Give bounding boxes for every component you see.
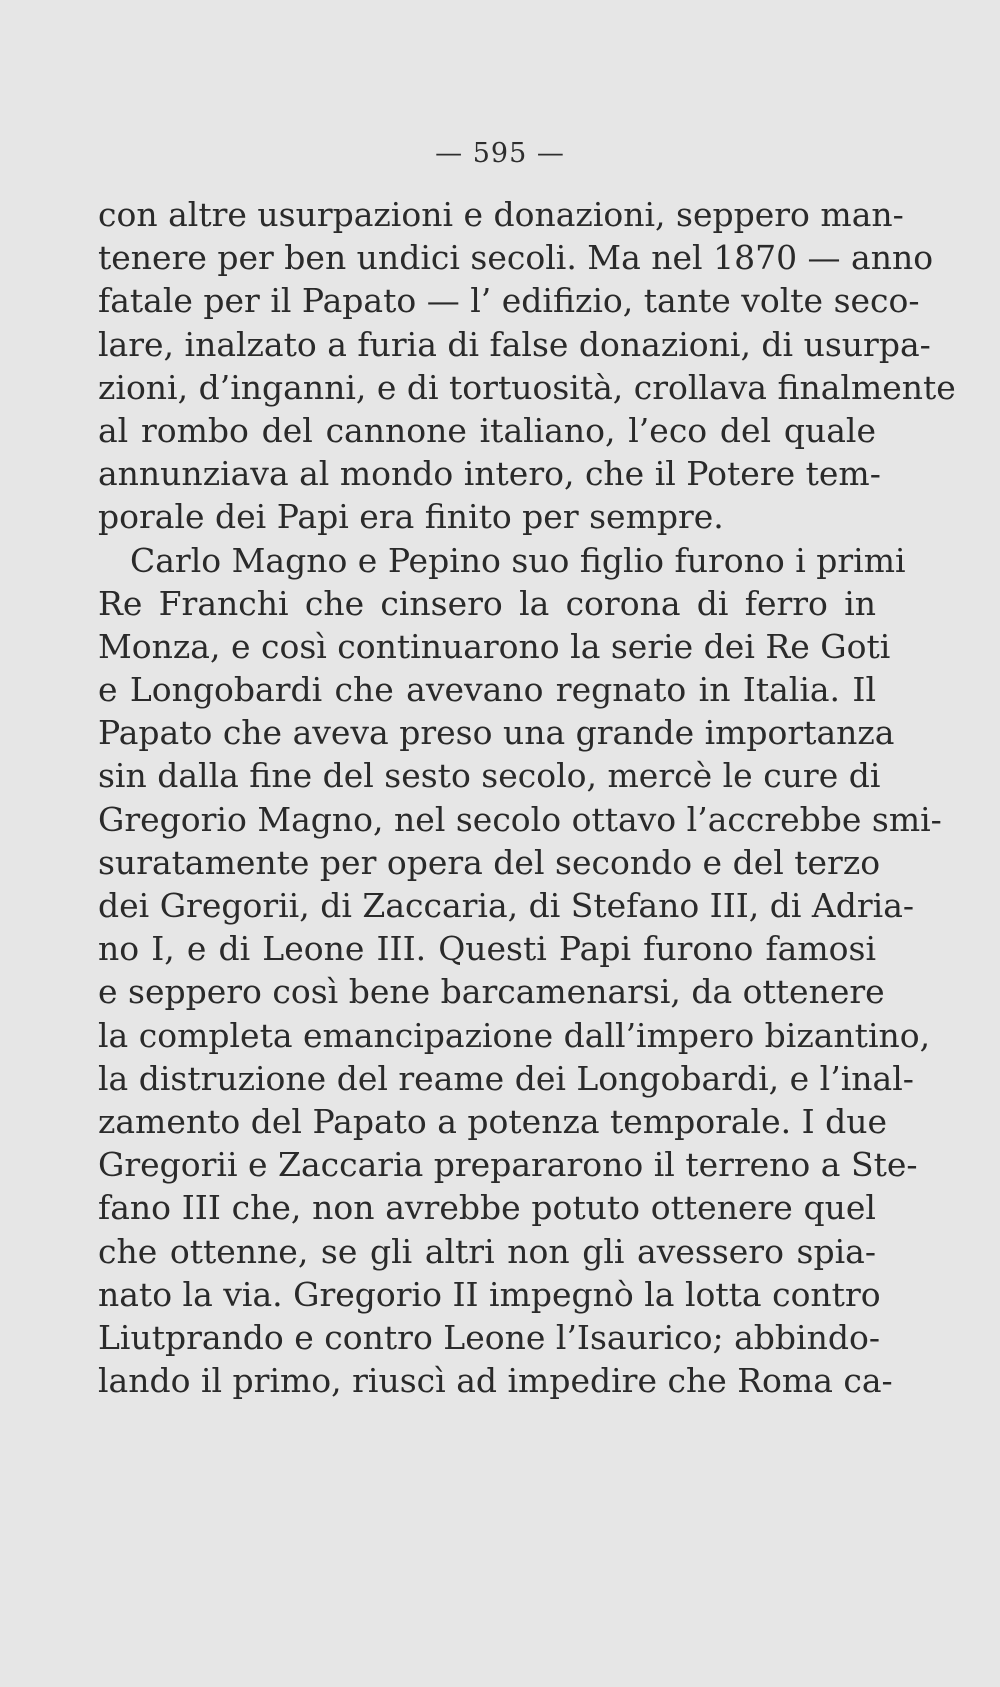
text-line: zioni, d’inganni, e di tortuosità, crollava finalmente [98, 367, 956, 407]
text-line: dei Gregorii, di Zaccaria, di Stefano III, di Adria- [98, 886, 915, 925]
text-line: sin dalla fine del sesto secolo, mercè le cure di [98, 756, 881, 796]
text-line: tenere per ben undici secoli. Ma nel 1870 — anno [98, 238, 934, 278]
text-line: Gregorii e Zaccaria prepararono il terreno a Ste- [98, 1145, 918, 1185]
text-line: Papato che aveva preso una grande importanza [98, 713, 895, 753]
text-line: annunziava al mondo intero, che il Potere tem- [98, 454, 881, 494]
text-line: Re Franchi che cinsero la corona di ferro in [98, 583, 876, 623]
text-line: al rombo del cannone italiano, l’eco del quale [98, 410, 876, 450]
text-line: fatale per il Papato — l’ edifizio, tante volte seco- [98, 281, 920, 321]
text-line: che ottenne, se gli altri non gli avessero spia- [98, 1231, 876, 1271]
text-line: lando il primo, riuscì ad impedire che Roma ca- [98, 1361, 893, 1401]
text-line: con altre usurpazioni e donazioni, seppero man- [98, 195, 904, 234]
text-line: e Longobardi che avevano regnato in Italia. Il [98, 670, 876, 710]
body-text [98, 193, 956, 1402]
paragraph-start-line: Carlo Magno e Pepino suo figlio furono i primi [130, 540, 906, 580]
text-line: suratamente per opera del secondo e del terzo [98, 842, 881, 882]
text-line: fano III che, non avrebbe potuto ottenere quel [98, 1188, 876, 1228]
page-number: — 595 — [435, 138, 565, 169]
text-line: no I, e di Leone III. Questi Papi furono famosi [98, 929, 876, 969]
text-line: nato la via. Gregorio II impegnò la lotta contro [98, 1274, 881, 1314]
text-line: e seppero così bene barcamenarsi, da ottenere [98, 972, 885, 1012]
text-line: la distruzione del reame dei Longobardi, e l’inal- [98, 1058, 914, 1098]
paragraph-end-line: porale dei Papi era finito per sempre. [98, 497, 724, 537]
text-line: zamento del Papato a potenza temporale. I due [98, 1101, 888, 1141]
text-line: Monza, e così continuarono la serie dei Re Goti [98, 626, 891, 666]
text-line: la completa emancipazione dall’impero bizantino, [98, 1015, 931, 1055]
text-line: lare, inalzato a furia di false donazioni, di usurpa- [98, 324, 931, 364]
text-line: Liutprando e contro Leone l’Isaurico; abbindo- [98, 1317, 880, 1357]
text-line: Gregorio Magno, nel secolo ottavo l’accrebbe smi- [98, 799, 942, 839]
